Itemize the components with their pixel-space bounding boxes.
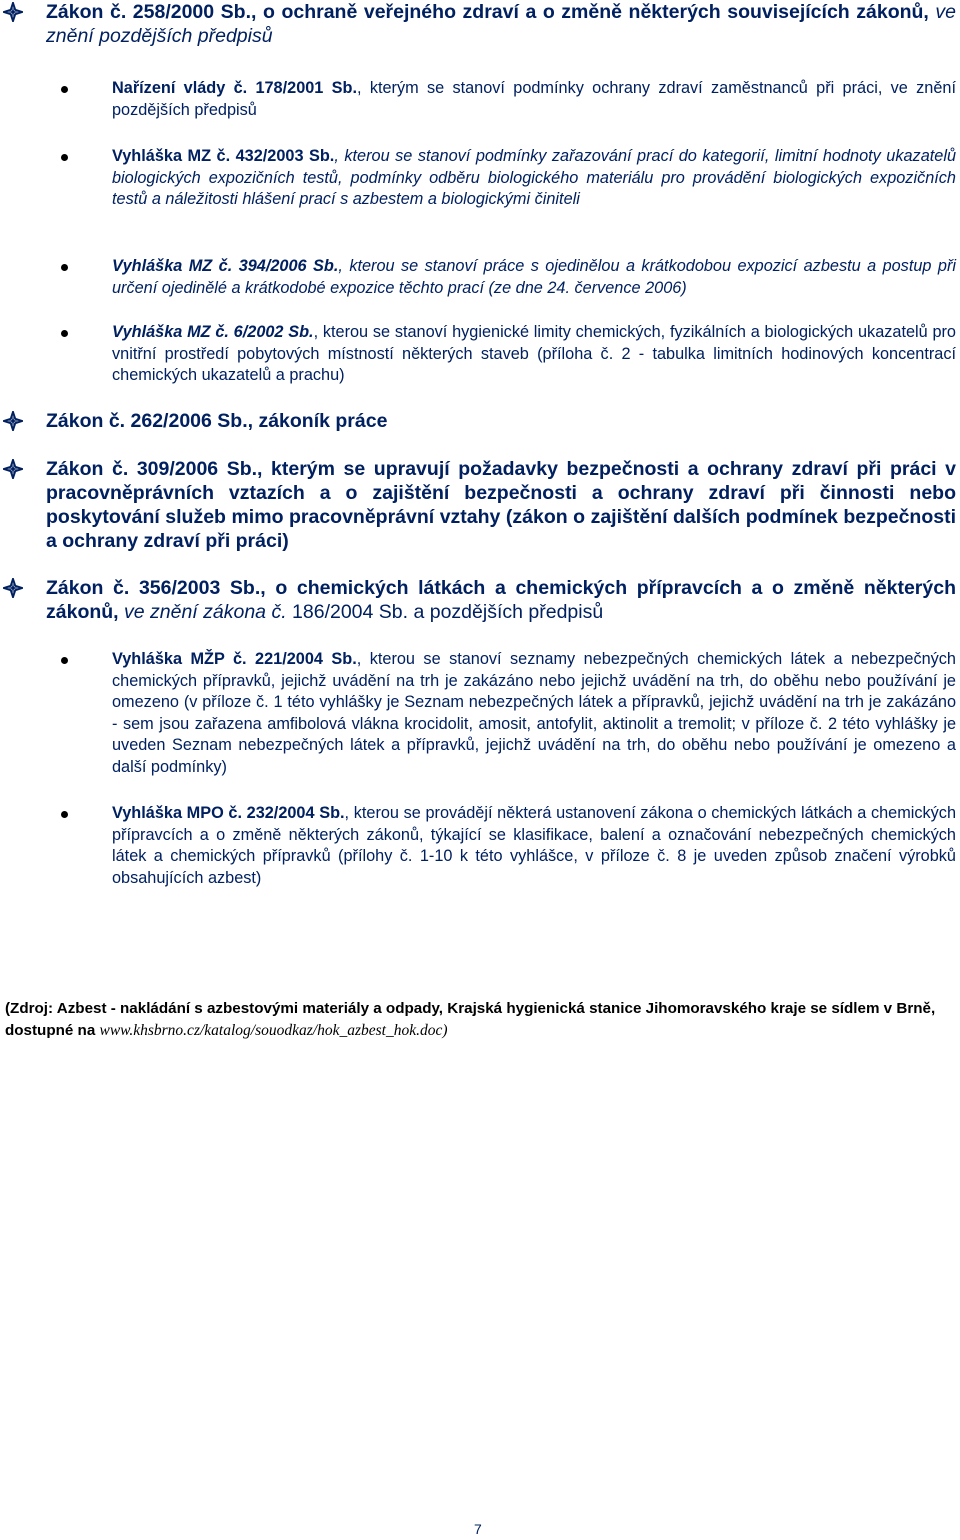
law-item-309-2006 [46, 457, 956, 553]
diamond-bullet-icon [3, 2, 23, 22]
law-title: Zákon č. 309/2006 Sb., kterým se upravují požadavky bezpečnosti a ochrany zdraví při práci v pracovněprávních vztazích a o zajištění bezpečnosti a ochrany zdraví při činnosti nebo poskytování služeb mimo pracovněprávní vztahy (zákon o zajištění dalších podmínek bezpečnosti a ochrany zdraví při práci) [46, 458, 956, 552]
law-item-262-2006 [46, 409, 956, 433]
law-title: Zákon č. 258/2000 Sb. [46, 1, 252, 23]
diamond-bullet-icon [3, 578, 23, 598]
law-title: Zákon č. 356/2003 Sb., o chemických látkách a chemických přípravcích a o změně některých zákonů, [46, 577, 956, 623]
regulation-title: Vyhláška MZ č. 432/2003 Sb. [112, 147, 335, 165]
diamond-bullet-icon [3, 459, 23, 479]
regulation-text: , kterou se stanoví práce s ojedinělou a krátkodobou expozicí azbestu a postup při určení ojedinělé a krátkodobé expozice těchto prací (ze dne 24. července 2006) [112, 257, 956, 297]
round-bullet-icon [61, 86, 68, 93]
round-bullet-icon [61, 657, 68, 664]
law-amendment-note: ve znění pozdějších předpisů [46, 1, 956, 47]
regulation-text: , kterou se stanoví hygienické limity chemických, fyzikálních a biologických ukazatelů pro vnitřní prostředí pobytových místností některých staveb (příloha č. 2 - tabulka limitních hodinových koncentrací chemických ukazatelů a prachu) [112, 323, 956, 385]
regulation-item-6-2002 [112, 322, 956, 387]
source-url: www.khsbrno.cz/katalog/souodkaz/hok_azbest_hok.doc) [99, 1022, 448, 1039]
regulation-title: Vyhláška MZ č. 394/2006 Sb. [112, 257, 339, 275]
regulation-title: Vyhláška MZ č. 6/2002 Sb. [112, 323, 314, 341]
regulation-text: , kterou se provádějí některá ustanovení zákona o chemických látkách a chemických přípravcích a o změně některých zákonů, týkající se klasifikace, balení a označování nebezpečných chemických látek a chemických přípravků (přílohy č. 1-10 k této vyhlášce, v příloze č. 8 je uveden způsob značení výrobků obsahujících azbest) [112, 804, 956, 887]
regulation-title: Nařízení vlády č. 178/2001 Sb. [112, 79, 357, 97]
regulation-text: , kterým se stanoví podmínky ochrany zdraví zaměstnanců při práci, ve znění pozdějších předpisů [112, 79, 956, 119]
diamond-bullet-icon [3, 411, 23, 431]
regulation-item-221-2004 [112, 649, 956, 779]
regulation-text: , kterou se stanoví seznamy nebezpečných chemických látek a nebezpečných chemických přípravků, jejichž uvádění na trh je zakázáno nebo jejichž uvádění na trh, do oběhu nebo používání je omezeno (v příloze č. 1 této vyhlášky je Seznam nebezpečných látek a přípravků, jejichž uvádění na trh je zakázáno - sem jsou zařazena amfibolová vlákna krocidolit, amosit, antofylit, aktinolit a tremolit; v příloze č. 2 této vyhlášky je uveden Seznam nebezpečných látek a přípravků, jejichž uvádění na trh, do oběhu nebo používání je omezeno a další podmínky) [112, 650, 956, 776]
regulation-item-432-2003 [112, 146, 956, 211]
law-amendment-tail: 186/2004 Sb. a pozdějších předpisů [286, 601, 604, 623]
regulation-title: Vyhláška MPO č. 232/2004 Sb. [112, 804, 345, 822]
law-title: Zákon č. 262/2006 Sb., zákoník práce [46, 410, 388, 432]
regulation-item-232-2004 [112, 803, 956, 889]
round-bullet-icon [61, 330, 68, 337]
law-item-258-2000 [46, 0, 956, 48]
round-bullet-icon [61, 154, 68, 161]
source-text: (Zdroj: Azbest - nakládání s azbestovými materiály a odpady, Krajská hygienická stanice Jihomoravského kraje se sídlem v Brně, dostupné na [5, 1000, 936, 1039]
law-item-356-2003 [46, 576, 956, 624]
regulation-text: , kterou se stanoví podmínky zařazování prací do kategorií, limitní hodnoty ukazatelů biologických expozičních testů, podmínky odběru biologického materiálu pro provádění biologických expozičních testů a náležitosti hlášení prací s azbestem a biologickými činiteli [112, 147, 956, 209]
round-bullet-icon [61, 264, 68, 271]
regulation-item-178-2001 [112, 78, 956, 121]
law-amendment-note: ve znění zákona č. [118, 601, 287, 623]
regulation-item-394-2006 [112, 256, 956, 299]
page-number: 7 [474, 1521, 482, 1537]
law-title-rest: , o ochraně veřejného zdraví a o změně některých souvisejících zákonů, [251, 1, 929, 23]
source-note [5, 998, 956, 1042]
regulation-title: Vyhláška MŽP č. 221/2004 Sb. [112, 650, 357, 668]
round-bullet-icon [61, 811, 68, 818]
